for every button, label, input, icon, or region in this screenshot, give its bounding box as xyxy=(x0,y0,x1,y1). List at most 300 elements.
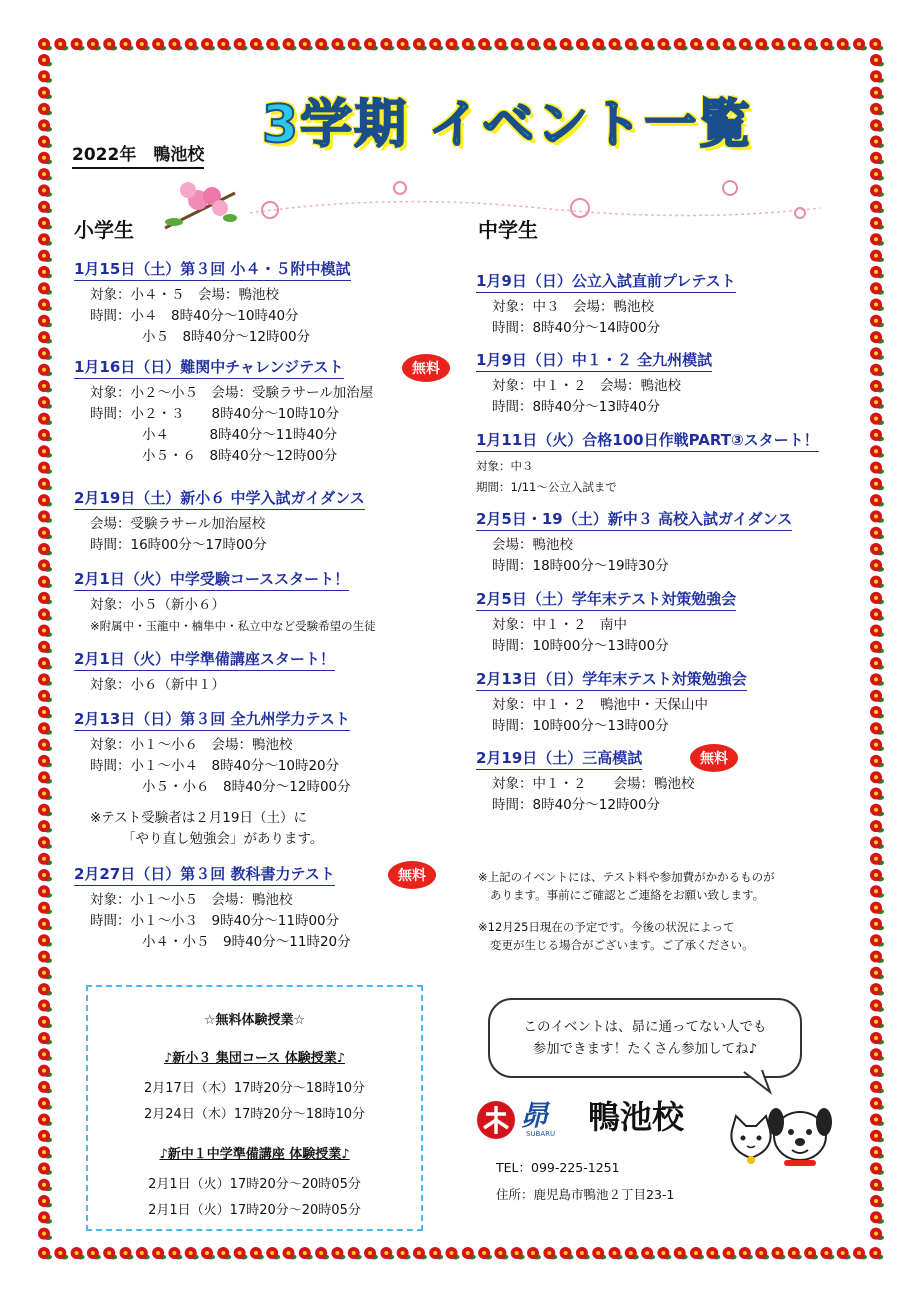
event-line: 対象：中３ 会場：鴨池校 xyxy=(492,299,654,315)
border-flower-icon xyxy=(723,1247,737,1260)
border-flower-icon xyxy=(674,1247,688,1260)
border-flower-icon xyxy=(38,771,52,784)
border-flower-icon xyxy=(870,364,884,377)
border-flower-icon xyxy=(38,1211,52,1224)
event-title: 1月9日（日）中１・２ 全九州模試 xyxy=(476,349,712,372)
border-flower-icon xyxy=(38,608,52,621)
speech-bubble xyxy=(488,998,802,1078)
border-flower-icon xyxy=(739,38,753,51)
border-flower-icon xyxy=(152,38,166,51)
border-flower-icon xyxy=(609,38,623,51)
border-flower-icon xyxy=(870,413,884,426)
border-flower-icon xyxy=(429,1247,443,1260)
border-flower-icon xyxy=(625,38,639,51)
border-flower-icon xyxy=(38,1195,52,1208)
border-flower-icon xyxy=(625,1247,639,1260)
border-flower-icon xyxy=(38,510,52,523)
border-flower-icon xyxy=(38,70,52,83)
tel: TEL：099-225-1251 xyxy=(496,1160,620,1175)
border-flower-icon xyxy=(870,739,884,752)
junior-event-4 xyxy=(476,508,856,577)
border-flower-icon xyxy=(364,1247,378,1260)
trial-date: 2月17日（木）17時20分～18時10分 xyxy=(144,1081,365,1096)
border-flower-icon xyxy=(870,70,884,83)
event-line: 時間：18時00分～19時30分 xyxy=(492,558,669,574)
border-flower-icon xyxy=(38,739,52,752)
border-flower-icon xyxy=(38,559,52,572)
border-flower-icon xyxy=(152,1247,166,1260)
border-flower-icon xyxy=(870,217,884,230)
free-badge: 無料 xyxy=(690,744,738,772)
border-flower-icon xyxy=(38,788,52,801)
border-flower-icon xyxy=(543,1247,557,1260)
border-flower-icon xyxy=(136,1247,150,1260)
border-flower-icon xyxy=(462,1247,476,1260)
border-flower-icon xyxy=(870,983,884,996)
border-flower-icon xyxy=(870,527,884,540)
event-note: ※テスト受験者は２月19日（土）に xyxy=(90,810,307,826)
free-badge: 無料 xyxy=(388,861,436,889)
event-line: 会場：鴨池校 xyxy=(492,537,573,553)
border-flower-icon xyxy=(38,918,52,931)
bubble-tail xyxy=(740,1068,780,1096)
border-flower-icon xyxy=(870,1114,884,1127)
border-flower-icon xyxy=(576,1247,590,1260)
border-flower-icon xyxy=(870,331,884,344)
border-flower-icon xyxy=(804,1247,818,1260)
border-flower-icon xyxy=(870,885,884,898)
border-flower-icon xyxy=(380,38,394,51)
border-flower-icon xyxy=(870,494,884,507)
border-flower-icon xyxy=(870,804,884,817)
free-trial-box xyxy=(86,985,423,1231)
border-flower-icon xyxy=(120,1247,134,1260)
border-flower-icon xyxy=(853,1247,867,1260)
event-line: 時間：小２・３ 8時40分～10時10分 xyxy=(90,406,340,422)
border-flower-icon xyxy=(870,902,884,915)
border-flower-icon xyxy=(38,1228,52,1241)
border-flower-icon xyxy=(201,38,215,51)
border-flower-icon xyxy=(38,641,52,654)
border-flower-icon xyxy=(429,38,443,51)
border-flower-icon xyxy=(283,1247,297,1260)
border-flower-icon xyxy=(870,396,884,409)
border-flower-icon xyxy=(870,1228,884,1241)
border-flower-icon xyxy=(641,38,655,51)
event-title: 1月9日（日）公立入試直前プレテスト xyxy=(476,270,736,293)
junior-event-7 xyxy=(476,747,856,816)
border-flower-icon xyxy=(870,576,884,589)
border-flower-icon xyxy=(820,38,834,51)
event-line: 時間：8時40分～12時00分 xyxy=(492,797,661,813)
border-flower-icon xyxy=(103,1247,117,1260)
border-flower-icon xyxy=(739,1247,753,1260)
border-flower-icon xyxy=(870,608,884,621)
event-line: 対象：小５（新小６） xyxy=(90,597,225,613)
border-flower-icon xyxy=(120,38,134,51)
junior-event-2 xyxy=(476,349,856,418)
border-flower-icon xyxy=(723,38,737,51)
border-flower-icon xyxy=(38,217,52,230)
border-flower-icon xyxy=(870,755,884,768)
elementary-heading: 小学生 xyxy=(74,218,134,242)
border-flower-icon xyxy=(870,201,884,214)
elem-event-2 xyxy=(74,356,454,467)
trial-date: 2月24日（木）17時20分～18時10分 xyxy=(144,1107,365,1122)
border-flower-icon xyxy=(38,690,52,703)
event-note: 「やり直し勉強会」があります。 xyxy=(122,831,324,847)
border-flower-icon xyxy=(674,38,688,51)
border-flower-icon xyxy=(38,999,52,1012)
event-title: 2月13日（日）第３回 全九州学力テスト xyxy=(74,708,350,731)
flower-illustration xyxy=(160,178,240,238)
border-flower-icon xyxy=(837,1247,851,1260)
border-flower-icon xyxy=(38,347,52,360)
border-flower-icon xyxy=(755,1247,769,1260)
border-flower-icon xyxy=(494,38,508,51)
border-flower-icon xyxy=(870,119,884,132)
event-line: 期間：1/11～公立入試まで xyxy=(476,480,617,494)
border-flower-icon xyxy=(592,38,606,51)
border-flower-icon xyxy=(38,869,52,882)
address: 住所：鹿児島市鴨池２丁目23-1 xyxy=(496,1187,675,1202)
event-line: 対象：小２～小５ 会場：受験ラサール加治屋 xyxy=(90,385,374,401)
border-flower-icon xyxy=(592,1247,606,1260)
border-flower-icon xyxy=(38,331,52,344)
border-flower-icon xyxy=(527,38,541,51)
event-line: 時間：8時40分～14時00分 xyxy=(492,320,661,336)
year: 2022年 xyxy=(72,145,137,165)
border-flower-icon xyxy=(870,1016,884,1028)
border-flower-icon xyxy=(38,299,52,312)
trial-group1-title: ♪新小３ 集団コース 体験授業♪ xyxy=(164,1051,345,1066)
border-flower-icon xyxy=(217,38,231,51)
border-flower-icon xyxy=(870,1081,884,1094)
border-flower-icon xyxy=(869,38,883,51)
border-flower-icon xyxy=(870,706,884,719)
border-flower-icon xyxy=(38,673,52,686)
border-flower-icon xyxy=(299,38,313,51)
border-flower-icon xyxy=(38,168,52,181)
border-flower-icon xyxy=(38,315,52,328)
border-flower-icon xyxy=(38,951,52,964)
border-flower-icon xyxy=(870,690,884,703)
border-flower-icon xyxy=(38,820,52,833)
border-flower-icon xyxy=(788,38,802,51)
border-flower-icon xyxy=(38,1247,52,1260)
border-flower-icon xyxy=(869,1247,883,1260)
border-flower-icon xyxy=(38,1114,52,1127)
border-flower-icon xyxy=(266,38,280,51)
border-flower-icon xyxy=(38,853,52,866)
event-line: 時間：小４ 8時40分～10時40分 xyxy=(90,308,299,324)
border-flower-icon xyxy=(870,380,884,393)
border-flower-icon xyxy=(348,38,362,51)
border-flower-icon xyxy=(870,722,884,735)
border-flower-icon xyxy=(380,1247,394,1260)
border-flower-icon xyxy=(38,722,52,735)
border-flower-icon xyxy=(788,1247,802,1260)
border-flower-icon xyxy=(478,38,492,51)
border-flower-icon xyxy=(397,1247,411,1260)
event-line: 時間：10時00分～13時00分 xyxy=(492,718,669,734)
border-flower-icon xyxy=(870,510,884,523)
border-flower-icon xyxy=(38,592,52,605)
border-flower-icon xyxy=(87,1247,101,1260)
border-flower-icon xyxy=(609,1247,623,1260)
border-flower-icon xyxy=(870,625,884,638)
border-flower-icon xyxy=(870,462,884,475)
event-line: 対象：中３ xyxy=(476,459,534,473)
border-flower-icon xyxy=(38,1146,52,1159)
event-title: 2月19日（土）三高模試 xyxy=(476,747,642,770)
border-flower-icon xyxy=(870,1162,884,1175)
border-flower-icon xyxy=(38,396,52,409)
border-flower-icon xyxy=(527,1247,541,1260)
border-flower-icon xyxy=(38,103,52,116)
border-flower-icon xyxy=(283,38,297,51)
border-flower-icon xyxy=(870,1179,884,1192)
border-flower-icon xyxy=(38,87,52,100)
border-flower-icon xyxy=(54,1247,68,1260)
event-title: 2月13日（日）学年末テスト対策勉強会 xyxy=(476,668,747,691)
border-flower-icon xyxy=(38,1097,52,1110)
border-flower-icon xyxy=(38,1162,52,1175)
event-line: 小５・６ 8時40分～12時00分 xyxy=(142,448,338,464)
border-flower-icon xyxy=(38,543,52,556)
border-flower-icon xyxy=(38,152,52,165)
border-flower-icon xyxy=(870,543,884,556)
elem-event-5 xyxy=(74,648,454,696)
border-flower-icon xyxy=(870,429,884,442)
logo-mark: 昴 xyxy=(520,1099,549,1132)
border-flower-icon xyxy=(38,380,52,393)
border-flower-icon xyxy=(560,38,574,51)
border-flower-icon xyxy=(478,1247,492,1260)
border-flower-icon xyxy=(870,87,884,100)
border-flower-icon xyxy=(837,38,851,51)
border-flower-icon xyxy=(494,1247,508,1260)
border-flower-icon xyxy=(804,38,818,51)
border-flower-icon xyxy=(38,233,52,246)
event-line: 対象：小１～小５ 会場：鴨池校 xyxy=(90,892,293,908)
border-flower-icon xyxy=(870,869,884,882)
border-flower-icon xyxy=(870,657,884,670)
border-flower-icon xyxy=(706,1247,720,1260)
border-flower-icon xyxy=(870,1048,884,1061)
border-flower-icon xyxy=(315,38,329,51)
border-flower-icon xyxy=(446,1247,460,1260)
border-flower-icon xyxy=(185,1247,199,1260)
border-flower-icon xyxy=(446,38,460,51)
border-flower-icon xyxy=(870,347,884,360)
event-title: 2月1日（火）中学受験コーススタート！ xyxy=(74,568,349,591)
border-flower-icon xyxy=(38,755,52,768)
border-flower-icon xyxy=(772,1247,786,1260)
border-flower-icon xyxy=(870,445,884,458)
border-flower-icon xyxy=(299,1247,313,1260)
border-flower-icon xyxy=(870,282,884,295)
border-flower-icon xyxy=(870,1097,884,1110)
border-flower-icon xyxy=(38,1065,52,1078)
border-flower-icon xyxy=(641,1247,655,1260)
border-flower-icon xyxy=(364,38,378,51)
border-flower-icon xyxy=(853,38,867,51)
border-flower-icon xyxy=(54,38,68,51)
border-flower-icon xyxy=(772,38,786,51)
elem-event-6 xyxy=(74,708,454,850)
event-title: 2月27日（日）第３回 教科書力テスト xyxy=(74,863,335,886)
border-flower-icon xyxy=(870,788,884,801)
trial-date: 2月1日（火）17時20分～20時05分 xyxy=(148,1203,361,1218)
border-flower-icon xyxy=(71,38,85,51)
event-title: 2月5日・19（土）新中３ 高校入試ガイダンス xyxy=(476,508,792,531)
border-flower-icon xyxy=(38,1179,52,1192)
elem-event-1 xyxy=(74,258,454,348)
border-flower-icon xyxy=(217,1247,231,1260)
junior-event-1 xyxy=(476,270,856,339)
border-flower-icon xyxy=(870,967,884,980)
border-flower-icon xyxy=(870,592,884,605)
border-flower-icon xyxy=(87,38,101,51)
border-flower-icon xyxy=(266,1247,280,1260)
border-flower-icon xyxy=(103,38,117,51)
border-flower-icon xyxy=(38,54,52,67)
event-line: 小４・小５ 9時40分～11時20分 xyxy=(142,934,351,950)
event-line: 時間：16時00分～17時00分 xyxy=(90,537,267,553)
free-trial-heading: ☆無料体験授業☆ xyxy=(203,1013,306,1028)
border-flower-icon xyxy=(755,38,769,51)
border-flower-icon xyxy=(38,119,52,132)
bubble-line: 参加できます！たくさん参加してね♪ xyxy=(532,1041,758,1057)
brand-school-name: 鴨池校 xyxy=(588,1098,685,1136)
event-line: 会場：受験ラサール加治屋校 xyxy=(90,516,266,532)
border-flower-icon xyxy=(38,885,52,898)
border-flower-icon xyxy=(870,1195,884,1208)
dog-mascot-icon xyxy=(764,1100,834,1175)
border-flower-icon xyxy=(870,673,884,686)
border-flower-icon xyxy=(870,771,884,784)
border-flower-icon xyxy=(38,836,52,849)
border-flower-icon xyxy=(168,38,182,51)
event-title: 2月19日（土）新小６ 中学入試ガイダンス xyxy=(74,487,365,510)
border-flower-icon xyxy=(870,315,884,328)
border-flower-icon xyxy=(38,136,52,149)
border-flower-icon xyxy=(250,38,264,51)
border-flower-icon xyxy=(870,999,884,1012)
border-flower-icon xyxy=(870,1032,884,1045)
year-school-label xyxy=(72,140,204,165)
border-flower-icon xyxy=(657,1247,671,1260)
junior-event-6 xyxy=(476,668,856,737)
border-flower-icon xyxy=(38,38,52,51)
event-title: 2月1日（火）中学準備講座スタート！ xyxy=(74,648,335,671)
event-line: 対象：中１・２ 鴨池中・天保山中 xyxy=(492,697,708,713)
event-title: 1月11日（火）合格100日作戦PART③スタート！ xyxy=(476,429,819,452)
border-flower-icon xyxy=(38,657,52,670)
border-flower-icon xyxy=(870,299,884,312)
border-flower-icon xyxy=(511,38,525,51)
border-flower-icon xyxy=(870,250,884,263)
logo-wordmark xyxy=(520,1094,555,1138)
border-flower-icon xyxy=(315,1247,329,1260)
event-line: 対象：小１～小６ 会場：鴨池校 xyxy=(90,737,293,753)
border-flower-icon xyxy=(38,250,52,263)
border-flower-icon xyxy=(348,1247,362,1260)
border-flower-icon xyxy=(820,1247,834,1260)
border-flower-icon xyxy=(38,184,52,197)
border-flower-icon xyxy=(870,853,884,866)
border-flower-icon xyxy=(870,136,884,149)
border-flower-icon xyxy=(38,478,52,491)
border-flower-icon xyxy=(250,1247,264,1260)
note-line: あります。事前にご確認とご連絡をお願い致します。 xyxy=(490,888,765,902)
border-flower-icon xyxy=(38,266,52,279)
page-title: 3学期 イベント一覧 xyxy=(262,95,753,155)
border-flower-icon xyxy=(706,38,720,51)
border-flower-icon xyxy=(870,559,884,572)
border-flower-icon xyxy=(870,168,884,181)
border-flower-icon xyxy=(71,1247,85,1260)
border-flower-icon xyxy=(38,625,52,638)
border-flower-icon xyxy=(38,413,52,426)
junior-event-5 xyxy=(476,588,856,657)
note-line: 変更が生じる場合がございます。ご了承ください。 xyxy=(490,938,754,952)
border-flower-icon xyxy=(397,38,411,51)
border-flower-icon xyxy=(38,706,52,719)
trial-date: 2月1日（火）17時20分～20時05分 xyxy=(148,1177,361,1192)
border-flower-icon xyxy=(413,38,427,51)
border-flower-icon xyxy=(576,38,590,51)
event-title: 2月5日（土）学年末テスト対策勉強会 xyxy=(476,588,736,611)
border-flower-icon xyxy=(38,1032,52,1045)
border-flower-icon xyxy=(136,38,150,51)
event-line: 時間：小１～小３ 9時40分～11時00分 xyxy=(90,913,340,929)
border-flower-icon xyxy=(870,1211,884,1224)
border-flower-icon xyxy=(38,201,52,214)
logo-sub: SUBARU xyxy=(526,1130,556,1138)
border-flower-icon xyxy=(38,967,52,980)
event-line: 小４ 8時40分～11時40分 xyxy=(142,427,338,443)
note-line: ※12月25日現在の予定です。今後の状況によって xyxy=(478,920,735,934)
border-flower-icon xyxy=(870,1065,884,1078)
border-flower-icon xyxy=(201,1247,215,1260)
border-flower-icon xyxy=(234,1247,248,1260)
border-flower-icon xyxy=(413,1247,427,1260)
border-flower-icon xyxy=(690,38,704,51)
border-flower-icon xyxy=(511,1247,525,1260)
border-flower-icon xyxy=(870,152,884,165)
border-flower-icon xyxy=(38,462,52,475)
border-flower-icon xyxy=(38,494,52,507)
event-line: 対象：中１・２ 会場：鴨池校 xyxy=(492,776,695,792)
event-line: 対象：小６（新中１） xyxy=(90,677,225,693)
border-flower-icon xyxy=(38,282,52,295)
subaru-logo-icon xyxy=(474,1098,518,1142)
event-line: 小５・小６ 8時40分～12時00分 xyxy=(142,779,351,795)
event-line: 時間：8時40分～13時40分 xyxy=(492,399,661,415)
border-flower-icon xyxy=(543,38,557,51)
border-flower-icon xyxy=(38,983,52,996)
event-line: 対象：中１・２ 南中 xyxy=(492,617,627,633)
event-line: 小５ 8時40分～12時00分 xyxy=(142,329,311,345)
school-name: 鴨池校 xyxy=(153,145,205,165)
border-flower-icon xyxy=(870,103,884,116)
border-flower-icon xyxy=(657,38,671,51)
border-flower-icon xyxy=(38,429,52,442)
border-flower-icon xyxy=(560,1247,574,1260)
border-flower-icon xyxy=(870,934,884,947)
